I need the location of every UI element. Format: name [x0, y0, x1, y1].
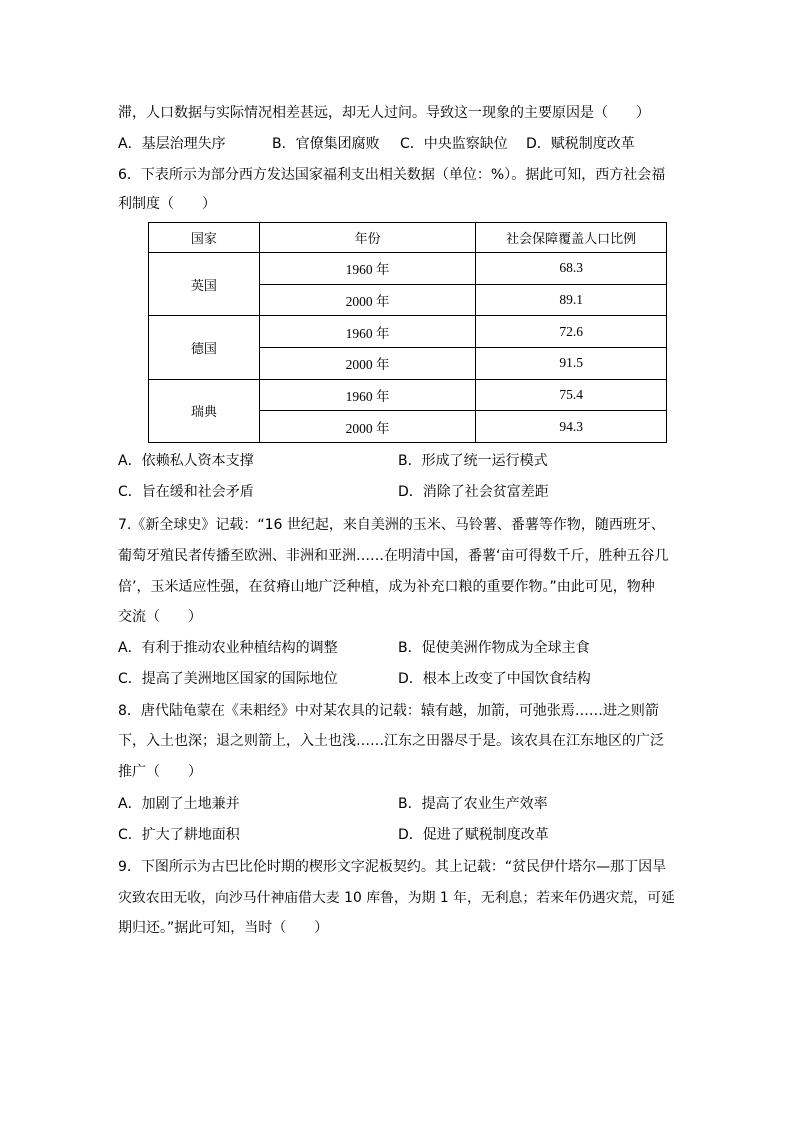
q8-option-b[interactable]: B．提高了农业生产效率 — [398, 796, 548, 812]
table-cell-year: 2000 年 — [259, 284, 476, 316]
q7-stem-line-3: 倍’，玉米适应性强，在贫瘠山地广泛种植，成为补充口粮的重要作物。”由此可见，物种 — [118, 579, 655, 595]
table-cell-value: 72.6 — [476, 316, 667, 348]
q7-stem-line-4: 交流（ ） — [118, 609, 202, 625]
table-cell-country: 英国 — [149, 253, 260, 316]
q6-option-b[interactable]: B．形成了统一运行模式 — [398, 453, 548, 469]
q7-stem-line-1: 7.《新全球史》记载：“16 世纪起，来自美洲的玉米、马铃薯、番薯等作物，随西班牙、 — [118, 517, 665, 533]
q5-option-b[interactable]: B．官僚集团腐败 — [272, 136, 380, 152]
table-cell-country: 瑞典 — [149, 379, 260, 442]
table-cell-value: 68.3 — [476, 253, 667, 285]
table-cell-year: 1960 年 — [259, 316, 476, 348]
q5-option-d[interactable]: D．赋税制度改革 — [526, 136, 635, 152]
q6-option-c[interactable]: C．旨在缓和社会矛盾 — [118, 484, 254, 500]
table-header-year: 年份 — [259, 223, 476, 253]
q8-option-d[interactable]: D．促进了赋税制度改革 — [398, 827, 549, 843]
table-header-coverage: 社会保障覆盖人口比例 — [476, 223, 667, 253]
welfare-data-table — [148, 222, 667, 443]
q7-option-d[interactable]: D．根本上改变了中国饮食结构 — [398, 671, 591, 687]
q9-stem-line-1: 9．下图所示为古巴比伦时期的楔形文字泥板契约。其上记载：“贫民伊什塔尔—那丁因旱 — [118, 859, 667, 875]
table-header-country: 国家 — [149, 223, 260, 253]
q8-option-a[interactable]: A．加剧了土地兼并 — [118, 796, 240, 812]
q9-stem-line-2: 灾致农田无收，向沙马什神庙借大麦 10 库鲁，为期 1 年，无利息；若来年仍遇灾荒，可延 — [118, 890, 675, 906]
q6-option-d[interactable]: D．消除了社会贫富差距 — [398, 484, 549, 500]
q5-option-a[interactable]: A．基层治理失序 — [118, 136, 226, 152]
q7-option-a[interactable]: A．有利于推动农业种植结构的调整 — [118, 640, 338, 656]
q7-option-b[interactable]: B．促使美洲作物成为全球主食 — [398, 640, 590, 656]
q8-option-c[interactable]: C．扩大了耕地面积 — [118, 827, 240, 843]
table-cell-year: 2000 年 — [259, 411, 476, 443]
q9-stem-line-3: 期归还。”据此可知，当时（ ） — [118, 920, 329, 936]
table-cell-value: 75.4 — [476, 379, 667, 411]
table-cell-year: 1960 年 — [259, 379, 476, 411]
q6-stem-line-2: 利制度（ ） — [118, 196, 216, 212]
q5-stem-line: 滞，人口数据与实际情况相差甚远，却无人过问。导致这一现象的主要原因是（ ） — [118, 105, 650, 121]
q5-option-c[interactable]: C．中央监察缺位 — [400, 136, 508, 152]
table-cell-value: 94.3 — [476, 411, 667, 443]
q6-option-a[interactable]: A．依赖私人资本支撑 — [118, 453, 254, 469]
q8-stem-line-2: 下，入土也深；退之则箭上，入土也浅……江东之田器尽于是。该农具在江东地区的广泛 — [118, 733, 664, 749]
table-cell-year: 1960 年 — [259, 253, 476, 285]
q8-stem-line-1: 8．唐代陆龟蒙在《耒耜经》中对某农具的记载：辕有越，加箭，可弛张焉……进之则箭 — [118, 703, 659, 719]
q7-stem-line-2: 葡萄牙殖民者传播至欧洲、非洲和亚洲……在明清中国，番薯‘亩可得数千斤，胜种五谷几 — [118, 548, 669, 564]
table-cell-value: 91.5 — [476, 348, 667, 380]
q8-stem-line-3: 推广（ ） — [118, 764, 202, 780]
table-cell-value: 89.1 — [476, 284, 667, 316]
q6-stem-line-1: 6．下表所示为部分西方发达国家福利支出相关数据（单位：%）。据此可知，西方社会福 — [118, 167, 666, 183]
table-cell-year: 2000 年 — [259, 348, 476, 380]
table-cell-country: 德国 — [149, 316, 260, 379]
q7-option-c[interactable]: C．提高了美洲地区国家的国际地位 — [118, 671, 338, 687]
